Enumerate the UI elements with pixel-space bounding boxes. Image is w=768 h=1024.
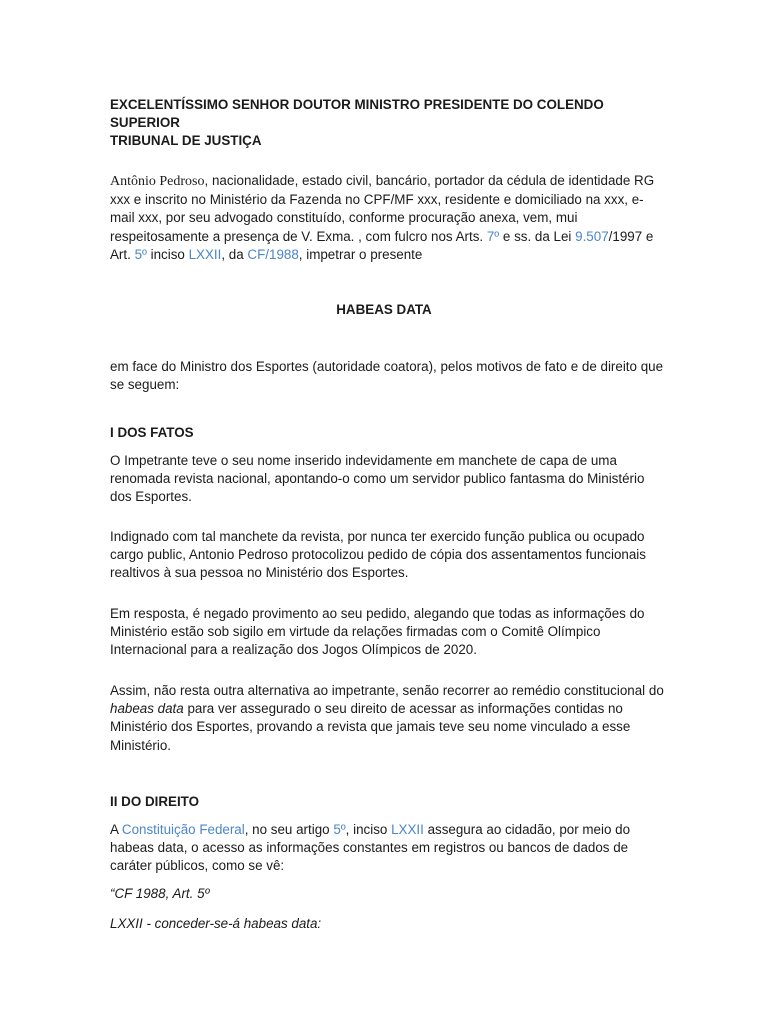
link-inciso-lxxii[interactable]: LXXII (391, 822, 424, 837)
fatos-paragraph-4: Assim, não resta outra alternativa ao impetrante, senão recorrer ao remédio constitucional do habeas data para ver assegurado o seu direito de acessar as informações contidas no Ministério dos Esportes, provando a revista que jamais teve seu nome vinculado a esse Ministério. (110, 683, 664, 753)
document-heading (110, 96, 665, 151)
heading-line-1: EXCELENTÍSSIMO SENHOR DOUTOR MINISTRO PRESIDENTE DO COLENDO SUPERIOR (110, 97, 604, 131)
fatos-paragraph-1: O Impetrante teve o seu nome inserido indevidamente em manchete de capa de uma renomada revista nacional, apontando-o como um servidor publico fantasma do Ministério dos Esportes. (110, 453, 645, 505)
link-artigo-5[interactable]: 5º (333, 822, 346, 837)
link-constituicao-federal[interactable]: Constituição Federal (121, 822, 245, 837)
link-art-7[interactable]: 7º (486, 228, 500, 244)
document-title: HABEAS DATA (336, 302, 432, 317)
fatos-paragraph-2: Indignado com tal manchete da revista, por nunca ter exercido função publica ou ocupado cargo public, Antonio Pedroso protocolizou pedido de cópia dos assentamentos funcionais realtivos à sua pessoa no Ministério dos Esportes. (110, 529, 646, 581)
habeas-data-term: habeas data (110, 701, 184, 717)
heading-line-2: TRIBUNAL DE JUSTIÇA (110, 133, 262, 149)
link-lxxii[interactable]: LXXII (188, 246, 222, 262)
link-lei-9507[interactable]: 9.507 (575, 228, 609, 244)
link-cf-1988[interactable]: CF/1988 (247, 246, 299, 262)
section-heading-fatos: I DOS FATOS (110, 425, 194, 440)
petitioner-name: Antônio Pedroso (110, 174, 205, 189)
section-heading-direito: II DO DIREITO (110, 794, 200, 809)
intro-paragraph: Antônio Pedroso, nacionalidade, estado civil, bancário, portador da cédula de identidade RG xxx e inscrito no Ministério da Fazenda no CPF/MF xxx, residente e domiciliado na xxx, e-mail xxx, por seu advogado constituído, conforme procuração anexa, vem, mui respeitosamente a presença de V. Exma. , com fulcro nos Arts. 7º e ss. da Lei 9.507/1997 e Art. 5º inciso LXXII, da CF/1988, impetrar o presente (110, 173, 655, 262)
link-art-5[interactable]: 5º (134, 246, 147, 262)
against-paragraph: em face do Ministro dos Esportes (autoridade coatora), pelos motivos de fato e de direito que se seguem: (110, 359, 664, 393)
quote-line-1: “CF 1988, Art. 5º (110, 886, 210, 901)
direito-paragraph-1: A Constituição Federal, no seu artigo 5º, inciso LXXII assegura ao cidadão, por meio do habeas data, o acesso as informações constantes em registros ou bancos de dados de caráter públicos, como se vê: (110, 822, 631, 874)
quote-line-2: LXXII - conceder-se-á habeas data: (110, 916, 322, 931)
fatos-paragraph-3: Em resposta, é negado provimento ao seu pedido, alegando que todas as informações do Ministério estão sob sigilo em virtude da relações firmadas com o Comitê Olímpico Internacional para a realização dos Jogos Olímpicos de 2020. (110, 606, 645, 658)
